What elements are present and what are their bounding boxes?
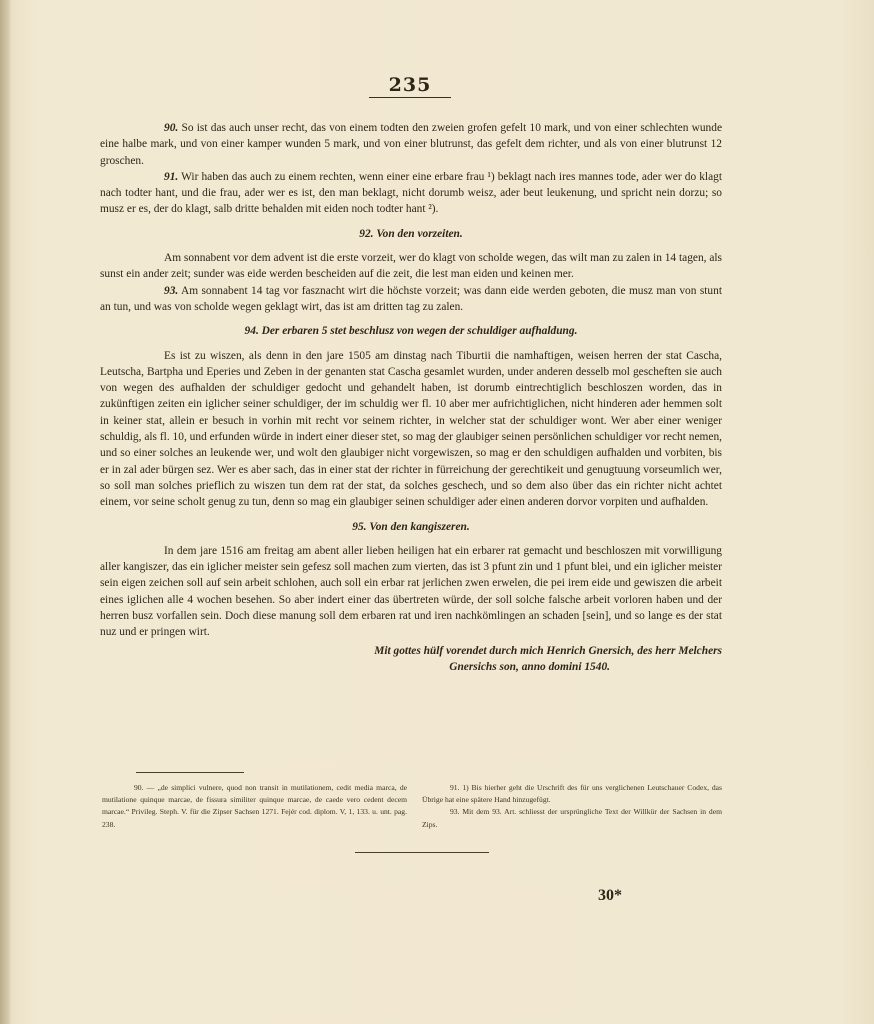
printer-signature-mark: 30* xyxy=(598,887,622,904)
footnote-rule xyxy=(136,772,244,773)
main-text xyxy=(100,120,722,675)
page-binding-edge xyxy=(0,0,10,1024)
article-92: Am sonnabent vor dem advent ist die erste vorzeit, wer do klagt von scholde wegen, das wilt man zu zalen in 14 tagen, als sunst ein ander zeit; sunder was eide werden bescheiden auf die zeit, die lest man eiden und keinen mer. xyxy=(100,252,722,281)
article-text: Am sonnabent 14 tag vor fasznacht wirt die höchste vorzeit; was dann eide werden geboten, die musz man von stunt an tun, und was von scholde wegen geklagt wirt, das ist am dritten tag zu zalen. xyxy=(100,284,722,313)
footnotes-left-column xyxy=(102,782,407,831)
article-94: Es ist zu wiszen, als denn in den jare 1505 am dinstag nach Tiburtii die namhaftigen, weisen herren der stat Cascha, Leutscha, Bartpha und Eperies und Zeben in der genanten stat Cascha gesamlet wurden, under anderen desselb mol gescheften sie auch von wegen des aufhalden der schuldiger gedocht und gehandelt haben, ist dorumb eintrechtiglich beschloszen worden, das in zukünftigen zeiten ein iglicher seiner schuldiger, der im schuldig wer fl. 10 aber mer aufrichtiglichen, nicht hinderen ader hemmen solt in keiner stat, allein er besuch in vorhin mit recht vor seinem richter, in welcher stat der schuldiger wont. Wer aber einer weniger schuldig, als fl. 10, und erfunden würde in indert einer dieser stet, so mag der glaubiger seinen persönlichen schuldiger vor recht nemen, und so einer solches an leukende wer, und wolt den glaubiger nicht vorgewiszen, so mag er den schuldigen aufhalden und vorbiten, bis er in zal ader bürgen sez. Wer es aber sach, das in einer stat der richter in fürreichung der gerechtikeit und genugtuung vorseumlich wer, so soll man solches prieflich zu wiszen tun dem rat der stat, da solches geschech, und so dem also über das ein richter nicht achtet einem, vor seine scholt genug zu tun, denn so mag ein glaubiger seinen schuldiger ader einen anderen dorvor vorpiten und aufhalden. xyxy=(100,349,722,509)
article-text: So ist das auch unser recht, das von einem todten den zweien grofen gefelt 10 mark, und von einer schlechten wunde eine halbe mark, und von einer kamper wunden 5 mark, und von einer blutrunst, das gefelt dem richter, und als von einer blutrunst 12 groschen. xyxy=(100,122,722,167)
article-number: 90. xyxy=(164,122,179,134)
footnote: 93. Mit dem 93. Art. schliesst der ursprüngliche Text der Willkür der Sachsen in dem Zips. xyxy=(422,807,722,829)
colophon-line-2: Gnersichs son, anno domini 1540. xyxy=(449,660,610,673)
page-number: 235 xyxy=(388,74,432,96)
article-91 xyxy=(100,169,722,218)
section-heading: 95. Von den kangiszeren. xyxy=(352,520,470,533)
article-93 xyxy=(100,283,722,316)
page-number-rule xyxy=(369,97,451,98)
section-heading: 92. Von den vorzeiten. xyxy=(359,227,463,240)
article-90 xyxy=(100,120,722,169)
footnotes-right-column xyxy=(422,782,722,831)
article-95: In dem jare 1516 am freitag am abent aller lieben heiligen hat ein erbarer rat gemacht und beschloszen mit vorwilligung aller kangiszer, das ein iglicher meister sein gefesz soll machen zum vierten, das ist 3 pfunt zin und 1 pfunt blei, und ein iglicher meister sein eigen zeichen soll auf sein arbeit schlohen, auch soll ein erbar rat jerlichen zwen erwelen, die pei irem eide und gewiszen die arbeit eines iglichen alle 4 wochen besehen. So aber indert einer das übertreten würde, der soll solche falsche arbeit vorloren haben und der herren busz vorfallen sein. Doch diese manung soll dem erbaren rat und iren nachkömlingen an schaden [sein], und so lange es der stat nuz und er pringen wirt. xyxy=(100,544,722,639)
article-number: 93. xyxy=(164,284,179,297)
bottom-rule xyxy=(355,852,489,853)
footnote: 90. — „de simplici vulnere, quod non transit in mutilationem, cedit media marca, de mutilatione quinque marcae, de fissura similiter quinque marcae, de caede vero cedent decem marcae.“ Privileg. Steph. V. für die Zipser Sachsen 1271. Fejér cod. diplom. V, 1, 133. u. unt. pag. 238. xyxy=(102,783,407,829)
colophon xyxy=(100,643,722,676)
section-heading: 94. Der erbaren 5 stet beschlusz von wegen der schuldiger aufhaldung. xyxy=(244,325,578,338)
footnote: 91. 1) Bis hierher geht die Urschrift des für uns verglichenen Leutschauer Codex, das Übrige hat eine spätere Hand hinzugefügt. xyxy=(422,783,722,805)
article-number: 91. xyxy=(164,170,179,183)
article-text: Wir haben das auch zu einem rechten, wenn einer eine erbare frau ¹) beklagt nach ires mannes tode, ader wer do klagt nach todter hant, und die frau, ader wer es ist, den man beklagt, nicht dorumb weisz, ader beut leukenung, und spricht nein dorzu; so musz er es, der do klagt, salb dritte behalden mit eiden noch todter hant ²). xyxy=(100,170,722,216)
colophon-line-1: Mit gottes hülf vorendet durch mich Henrich Gnersich, des herr Melchers xyxy=(374,644,722,657)
